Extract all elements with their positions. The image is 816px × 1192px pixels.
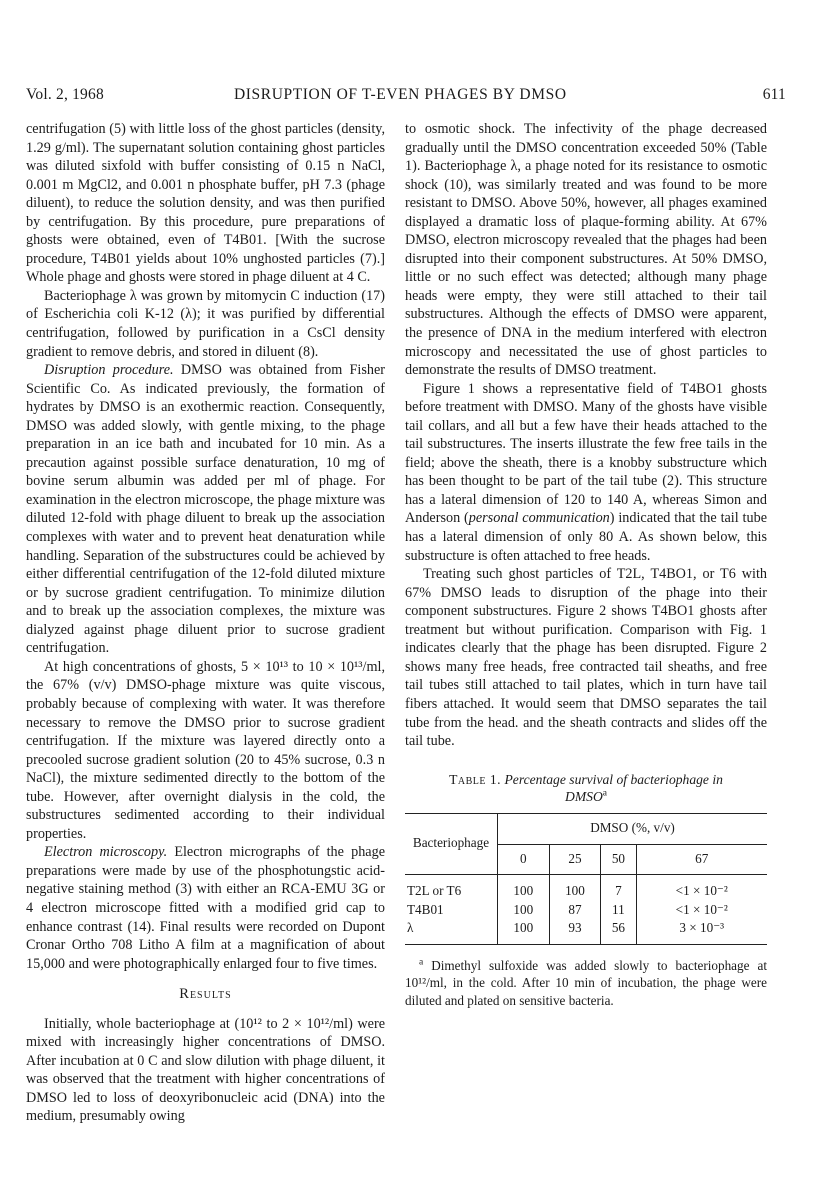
section-heading-results: Results xyxy=(179,986,232,1003)
table-caption xyxy=(433,771,739,805)
paragraph-electron-microscopy xyxy=(26,843,385,973)
table-cell-phage: λ xyxy=(407,920,414,936)
table-cell: 100 xyxy=(498,901,550,920)
paragraph-figure-1 xyxy=(405,380,767,565)
table-cell: <1 × 10⁻² xyxy=(636,901,767,920)
volume-label: Vol. 2, 1968 xyxy=(26,86,104,103)
table-header-phage: Bacteriophage xyxy=(405,813,498,874)
table-cell-phage: T4B01 xyxy=(407,901,444,917)
table-footnote xyxy=(405,957,767,1009)
table-cell: 56 xyxy=(601,919,636,944)
table-row xyxy=(405,901,767,920)
table-cell: 7 xyxy=(601,882,636,901)
footnote-text: Dimethyl sulfoxide was added slowly to bacteriophage at 10¹²/ml, in the cold. After 10 min of incubation, the phage were diluted and plated on sensitive bacteria. xyxy=(405,957,767,1008)
table-col-header: 50 xyxy=(601,844,636,874)
paragraph-results-intro: Initially, whole bacteriophage at (10¹² to 2 × 10¹²/ml) were mixed with increasingly higher concentrations of DMSO. After incubation at 0 C and slow dilution with phage diluent, it was observed that the treatment with higher concentrations of DMSO led to loss of deoxyribonucleic acid (DNA) into the medium, presumably owing xyxy=(26,1015,385,1125)
paragraph-disruption-procedure xyxy=(26,361,385,658)
table-cell: 87 xyxy=(549,901,601,920)
paragraph-lambda-growth: Bacteriophage λ was grown by mitomycin C induction (17) of Escherichia coli K-12 (λ); it was purified by differential centrifugation, followed by purification in a CsCl density gradient to remove debris, and stored in diluent (8). xyxy=(26,287,385,360)
disruption-procedure-body: DMSO was obtained from Fisher Scientific Co. As indicated previously, the formation of hydrates by DMSO is an exothermic reaction. Consequently, DMSO was added slowly, with gentle mixing, to the phage preparation in an ice bath and incubated for 10 min. As a precaution against possible surface denaturation, 10 mg of bovine serum albumin was added per ml of phage. For examination in the electron microscope, the phage mixture was diluted 12-fold with phage diluent to break up the association complexes with water and to prevent heat denaturation while handling. Separation of the substructures could be achieved by either differential centrifugation of the 12-fold diluted mixture or by sucrose gradient centrifugation. To minimize dilution and to break up the association complexes, the mixture was dialyzed against phage diluent prior to sucrose gradient centrifugation. xyxy=(26,362,386,657)
table-row xyxy=(405,919,767,944)
running-title: DISRUPTION OF T-EVEN PHAGES BY DMSO xyxy=(234,86,567,103)
table-cell: 3 × 10⁻³ xyxy=(636,919,767,944)
paragraph-osmotic-shock: to osmotic shock. The infectivity of the phage decreased gradually until the DMSO concentration exceeded 50% (Table 1). Bacteriophage λ, a phage noted for its resistance to osmotic shock (10), was similarly treated and was found to be more resistant to DMSO. Above 50%, however, all phages examined displayed a dramatic loss of plaque-forming ability. At 67% DMSO, electron microscopy revealed that the phages had been disrupted into their component substructures. At 50% DMSO, little or no such effect was detected; although many phage heads were empty, they were still attached to their tail substructures. Although the effects of DMSO were apparent, the presence of DNA in the medium interfered with electron microscopy and necessitated the use of ghost particles to demonstrate the results of DMSO treatment. xyxy=(405,121,767,379)
running-header xyxy=(26,86,786,110)
table-caption-mark: a xyxy=(602,788,607,799)
table-header-dmso: DMSO (%, v/v) xyxy=(498,813,768,844)
table-label: Table 1. xyxy=(449,771,502,787)
figure-1-text-a: Figure 1 shows a representative field of T4BO1 ghosts before treatment with DMSO. Many of the ghosts have visible tail collars, and all but a few have their heads attached to the tail substructures. The inserts illustrate the few free tails in the field; above the sheath, there is a knobby substructure which has been thought to be part of the tail tube (2). This structure has a lateral dimension of 120 to 140 A, whereas Simon and Anderson ( xyxy=(405,380,767,527)
footnote-mark: a xyxy=(419,957,424,968)
table-cell: 100 xyxy=(498,919,550,944)
table-cell: 100 xyxy=(549,882,601,901)
paragraph-figure-2: Treating such ghost particles of T2L, T4BO1, or T6 with 67% DMSO leads to disruption of the phage into their component substructures. Figure 2 shows T4BO1 ghosts after treatment but without purification. Comparison with Fig. 1 indicates clearly that the phage has been disrupted. Figure 2 shows many free heads, free contracted tail sheaths, and free tail tubes still attached to tail plates, which in turn have tail fibers attached. It would seem that DMSO separates the tail tube from the head. and the sheath contracts and slides off the tail tube. xyxy=(405,566,767,750)
subheading-disruption-procedure: Disruption procedure. xyxy=(44,362,174,379)
table-col-header: 25 xyxy=(549,844,601,874)
table-cell: 93 xyxy=(549,919,601,944)
paragraph-ghost-purification: centrifugation (5) with little loss of the ghost particles (density, 1.29 g/ml). The supernatant solution containing ghost particles was diluted sixfold with buffer consisting of 0.15 n NaCl, 0.001 m MgCl2, and 0.001 n phosphate buffer, pH 7.3 (phage diluent), to reduce the solution density, and was then purified by centrifugation. By this procedure, pure preparations of ghosts were obtained, even of T4B01. [With the sucrose procedure, T4B01 yields about 10% unghosted particles (7).] Whole phage and ghosts were stored in phage diluent at 4 C. xyxy=(26,121,385,286)
table-cell-phage: T2L or T6 xyxy=(407,883,462,899)
table-cell: 11 xyxy=(601,901,636,920)
paragraph-ghost-concentration: At high concentrations of ghosts, 5 × 10¹³ to 10 × 10¹³/ml, the 67% (v/v) DMSO-phage mixture was quite viscous, probably because of complexing with water. It was therefore necessary to remove the DMSO prior to sucrose gradient centrifugation. If the mixture was layered directly onto a precooled sucrose gradient solution (20 to 45% sucrose, 0.3 n NaCl), the mixture sedimented directly to the bottom of the tube. However, after overnight dialysis in the cold, the substructures sedimented according to their individual properties. xyxy=(26,658,385,842)
page-number: 611 xyxy=(762,86,786,103)
right-column xyxy=(405,120,767,1009)
personal-communication: personal communication xyxy=(468,510,610,527)
table-col-header: 67 xyxy=(636,844,767,874)
table-row xyxy=(405,882,767,901)
table-cell: <1 × 10⁻² xyxy=(636,882,767,901)
subheading-electron-microscopy: Electron microscopy. xyxy=(44,844,168,861)
electron-microscopy-body: Electron micrographs of the phage preparations were made by use of the phosphotungstic acid-negative staining method (3) with either an RCA-EMU 3G or 4 electron microscope fitted with a modified grid cap to enhance contrast (14). Final results were recorded on Dupont Cronar Ortho 708 Litho A film at a magnification of about 15,000 and were photographically enlarged four to five times. xyxy=(26,844,385,972)
table-cell: 100 xyxy=(498,882,550,901)
table-caption-text: Percentage survival of bacteriophage in DMSO xyxy=(504,771,723,804)
table-col-header: 0 xyxy=(498,844,550,874)
survival-table xyxy=(405,813,767,945)
left-column xyxy=(26,120,385,1126)
figure-1-text-b: ) indicated that the tail tube has a lateral dimension of only 80 A. As shown below, this substructure is often attached to free heads. xyxy=(405,510,767,564)
